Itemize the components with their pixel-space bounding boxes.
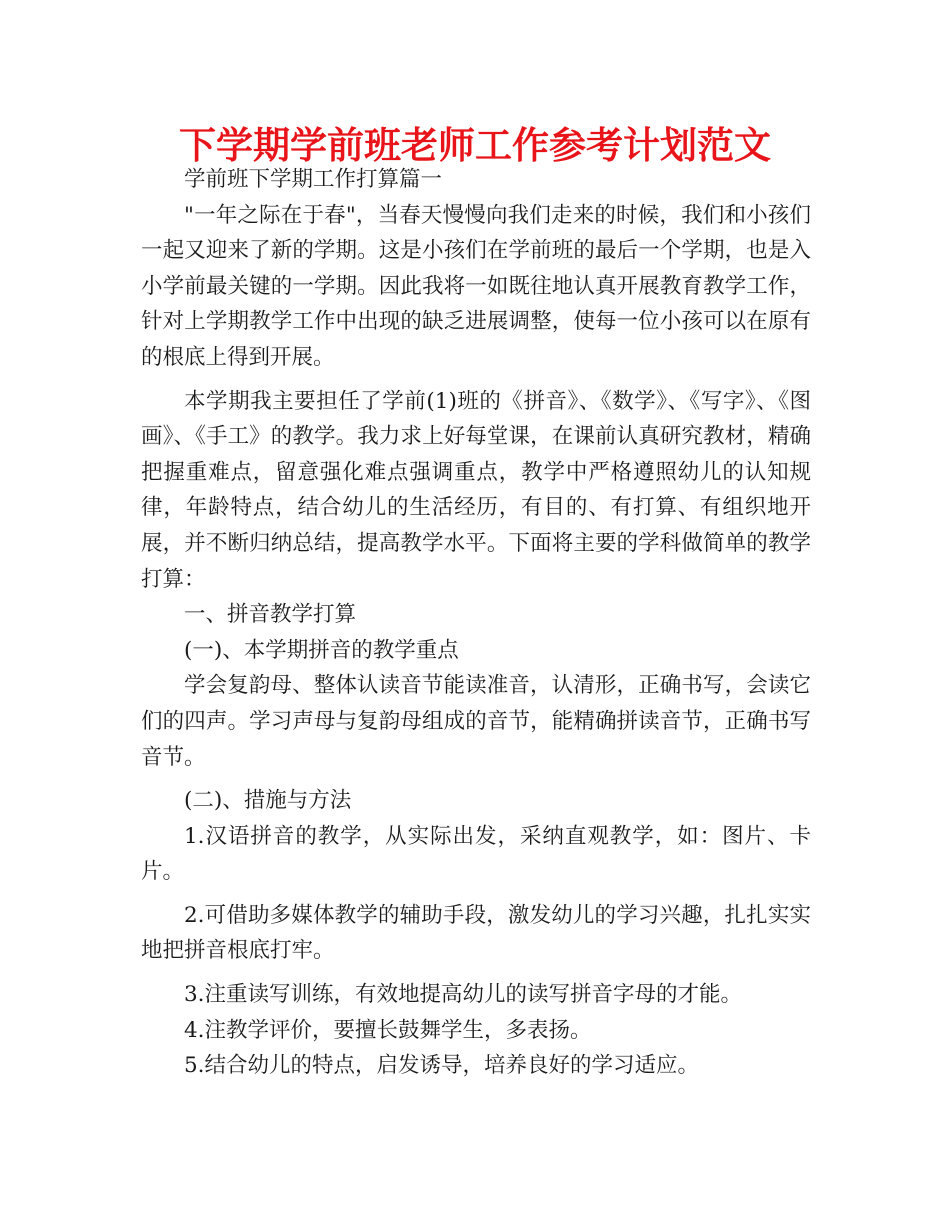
subsection-heading: (一)、本学期拼音的教学重点 <box>184 637 459 663</box>
list-item: 3.注重读写训练，有效地提高幼儿的读写拼音字母的才能。 <box>184 982 743 1008</box>
subsection-heading: (二)、措施与方法 <box>184 788 352 814</box>
paragraph: 本学期我主要担任了学前(1)班的《拼音》、《数学》、《写字》、《图画》、《手工》的教学。我力求上好每堂课，在课前认真研究教材，精确把握重难点，留意强化难点强调重点，教学中严格遵照幼儿的认知规律，年龄特点，结合幼儿的生活经历，有目的、有打算、有组织地开展，并不断归纳总结，提高教学水平。下面将主要的学科做简单的教学打算： <box>141 388 811 592</box>
section-heading: 一、拼音教学打算 <box>184 602 357 628</box>
list-item: 1.汉语拼音的教学，从实际出发，采纳直观教学，如：图片、卡片。 <box>141 823 811 885</box>
document-title: 下学期学前班老师工作参考计划范文 <box>179 124 771 167</box>
paragraph: "一年之际在于春"，当春天慢慢向我们走来的时候，我们和小孩们一起又迎来了新的学期。这是小孩们在学前班的最后一个学期，也是入小学前最关键的一学期。因此我将一如既往地认真开展教育教学工作，针对上学期教学工作中出现的缺乏进展调整，使每一位小孩可以在原有的根底上得到开展。 <box>141 202 811 370</box>
paragraph: 学会复韵母、整体认读音节能读准音，认清形，正确书写，会读它们的四声。学习声母与复韵母组成的音节，能精确拼读音节，正确书写音节。 <box>141 673 811 770</box>
section-heading: 学前班下学期工作打算篇一 <box>184 167 443 192</box>
list-item: 4.注教学评价，要擅长鼓舞学生，多表扬。 <box>184 1017 592 1043</box>
list-item: 2.可借助多媒体教学的辅助手段，激发幼儿的学习兴趣，扎扎实实地把拼音根底打牢。 <box>141 902 811 964</box>
document-body <box>141 162 811 1084</box>
list-item: 5.结合幼儿的特点，启发诱导，培养良好的学习适应。 <box>184 1053 700 1079</box>
